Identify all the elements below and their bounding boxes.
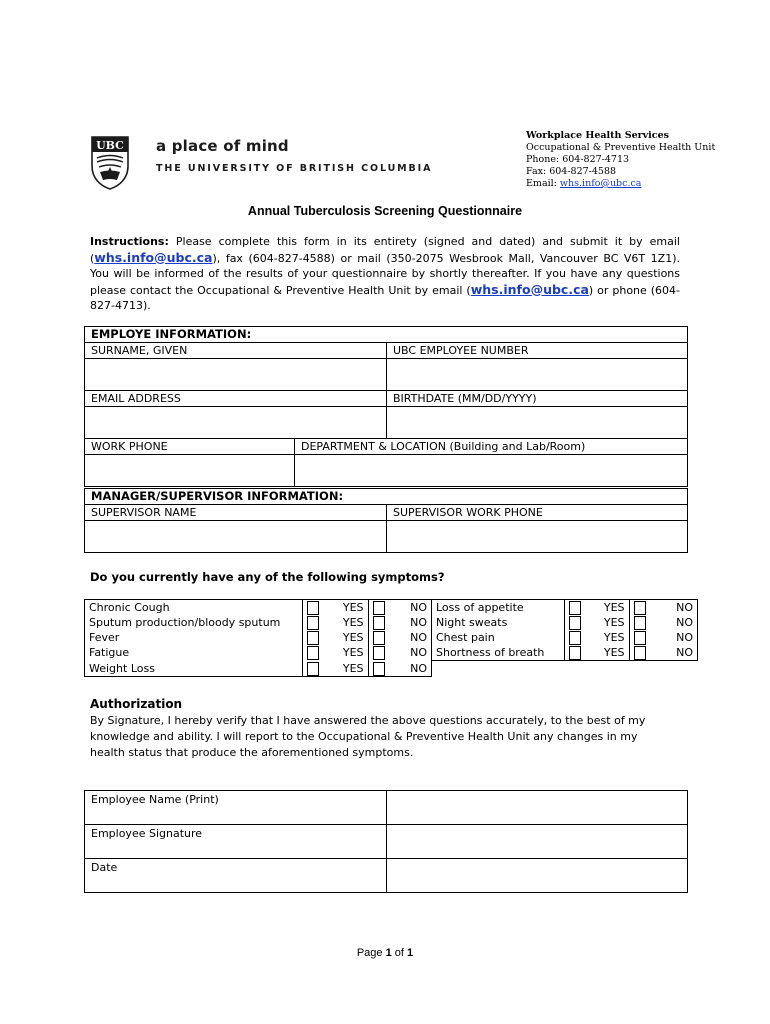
symptom-label: Fever [85, 630, 303, 645]
employee-info-heading: EMPLOYE INFORMATION: [85, 327, 688, 343]
symptom-label: Chest pain [432, 630, 565, 645]
instructions [90, 234, 680, 314]
no-checkbox[interactable] [634, 646, 646, 660]
department-field[interactable] [295, 455, 688, 487]
footer-current-page: 1 [385, 947, 392, 959]
birthdate-label: BIRTHDATE (MM/DD/YYYY) [387, 391, 688, 407]
contact-phone: Phone: 604-827-4713 [526, 154, 630, 165]
footer-total-pages: 1 [407, 947, 414, 959]
contact-email-line [526, 178, 715, 190]
supervisor-name-field[interactable] [85, 521, 387, 553]
yes-label: YES [585, 630, 629, 645]
contact-email-link[interactable]: whs.info@ubc.ca [559, 178, 642, 189]
symptoms-table [84, 599, 698, 677]
authorization-text: By Signature, I hereby verify that I have answered the above questions accurately, to the best of my knowledge and ability. I will report to the Occupational & Preventive Health Unit any changes in my health status that produce the aforementioned symptoms. [90, 714, 646, 759]
instructions-label: Instructions: [90, 235, 169, 248]
birthdate-field[interactable] [387, 407, 688, 439]
supervisor-phone-field[interactable] [387, 521, 688, 553]
instructions-email-link-2[interactable]: whs.info@ubc.ca [470, 281, 589, 297]
yes-label: YES [323, 630, 368, 645]
yes-checkbox[interactable] [569, 646, 581, 660]
yes-label: YES [585, 600, 629, 616]
no-label: NO [389, 600, 432, 616]
authorization-heading: Authorization [90, 697, 183, 711]
surname-label: SURNAME, GIVEN [85, 343, 387, 359]
employee-info-table [84, 326, 688, 487]
no-label: NO [389, 630, 432, 645]
contact-email-label: Email: [526, 178, 560, 189]
no-checkbox[interactable] [634, 601, 646, 615]
no-checkbox[interactable] [373, 646, 385, 660]
yes-checkbox[interactable] [569, 616, 581, 630]
yes-checkbox[interactable] [307, 631, 319, 645]
yes-checkbox[interactable] [569, 601, 581, 615]
no-checkbox[interactable] [373, 601, 385, 615]
supervisor-phone-label: SUPERVISOR WORK PHONE [387, 505, 688, 521]
yes-label: YES [323, 661, 368, 677]
employee-signature-label: Employee Signature [85, 825, 387, 859]
instructions-text-3: ) or phone (604-827-4713). [90, 283, 681, 312]
no-label: NO [389, 661, 432, 677]
no-label: NO [650, 630, 698, 645]
signature-table [84, 790, 688, 893]
symptom-label: Fatigue [85, 645, 303, 661]
symptom-label: Weight Loss [85, 661, 303, 677]
surname-field[interactable] [85, 359, 387, 391]
yes-label: YES [585, 615, 629, 630]
date-label: Date [85, 859, 387, 893]
yes-checkbox[interactable] [307, 662, 319, 676]
contact-org: Workplace Health Services [526, 130, 669, 141]
yes-checkbox[interactable] [307, 616, 319, 630]
no-label: NO [389, 645, 432, 661]
no-label: NO [650, 645, 698, 661]
employee-number-label: UBC EMPLOYEE NUMBER [387, 343, 688, 359]
employee-number-field[interactable] [387, 359, 688, 391]
department-label: DEPARTMENT & LOCATION (Building and Lab/Room) [295, 439, 688, 455]
instructions-text-1: Please complete this form in its entirety (signed and dated) and submit it by email ( [90, 235, 680, 265]
work-phone-label: WORK PHONE [85, 439, 295, 455]
yes-label: YES [323, 615, 368, 630]
symptom-label: Shortness of breath [432, 645, 565, 661]
symptoms-question: Do you currently have any of the following symptoms? [90, 570, 445, 584]
yes-checkbox[interactable] [569, 631, 581, 645]
no-checkbox[interactable] [634, 631, 646, 645]
no-checkbox[interactable] [634, 616, 646, 630]
symptom-label: Chronic Cough [85, 600, 303, 616]
contact-fax: Fax: 604-827-4588 [526, 166, 617, 177]
university-name: THE UNIVERSITY OF BRITISH COLUMBIA [156, 163, 433, 174]
no-checkbox[interactable] [373, 662, 385, 676]
contact-unit: Occupational & Preventive Health Unit [526, 142, 716, 153]
no-label: NO [389, 615, 432, 630]
work-phone-field[interactable] [85, 455, 295, 487]
supervisor-name-label: SUPERVISOR NAME [85, 505, 387, 521]
symptom-label: Sputum production/bloody sputum [85, 615, 303, 630]
instructions-text-2: ), fax (604-827-4588) or mail (350-2075 Wesbrook Mall, Vancouver BC V6T 1Z1). You will be informed of the results of your questionnaire by shortly thereafter. If you have any questions please contact the Occupational & Preventive Health Unit by email ( [90, 251, 680, 297]
no-checkbox[interactable] [373, 631, 385, 645]
ubc-logo-crest [91, 136, 129, 190]
yes-checkbox[interactable] [307, 646, 319, 660]
symptom-label: Night sweats [432, 615, 565, 630]
footer-of-word: of [394, 947, 404, 959]
yes-label: YES [585, 645, 629, 661]
date-field[interactable] [387, 859, 688, 893]
page-title: Annual Tuberculosis Screening Questionnaire [247, 204, 523, 218]
ubc-tagline: a place of mind [156, 137, 289, 155]
ubc-logo-text: UBC [96, 139, 124, 152]
yes-label: YES [323, 600, 368, 616]
no-label: NO [650, 615, 698, 630]
page-footer [0, 947, 770, 959]
email-label: EMAIL ADDRESS [85, 391, 387, 407]
manager-info-table [84, 488, 688, 553]
no-label: NO [650, 600, 698, 616]
employee-name-field[interactable] [387, 791, 688, 825]
no-checkbox[interactable] [373, 616, 385, 630]
employee-name-label: Employee Name (Print) [85, 791, 387, 825]
yes-label: YES [323, 645, 368, 661]
manager-info-heading: MANAGER/SUPERVISOR INFORMATION: [85, 489, 688, 505]
instructions-email-link-1[interactable]: whs.info@ubc.ca [94, 249, 213, 265]
employee-signature-field[interactable] [387, 825, 688, 859]
email-field[interactable] [85, 407, 387, 439]
yes-checkbox[interactable] [307, 601, 319, 615]
contact-block [526, 130, 715, 190]
footer-page-word: Page [356, 947, 383, 959]
symptom-label: Loss of appetite [432, 600, 565, 616]
